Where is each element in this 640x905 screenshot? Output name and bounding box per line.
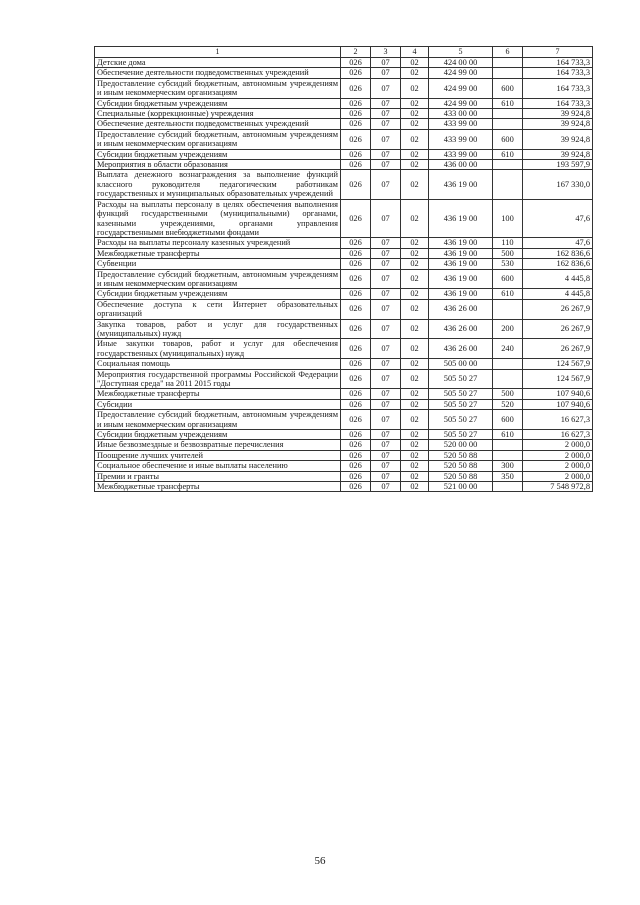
- header-cell: 7: [523, 47, 593, 58]
- code-target-cell: 505 50 27: [429, 410, 493, 430]
- amount-cell: 2 000,0: [523, 461, 593, 471]
- header-cell: 3: [371, 47, 401, 58]
- code-expense-type-cell: [493, 58, 523, 68]
- table-row: [95, 149, 593, 159]
- table-row: [95, 389, 593, 399]
- code-target-cell: 521 00 00: [429, 482, 493, 492]
- code-subsection-cell: 02: [401, 269, 429, 289]
- amount-cell: 2 000,0: [523, 450, 593, 460]
- code-target-cell: 505 50 27: [429, 430, 493, 440]
- row-name-cell: Межбюджетные трансферты: [95, 482, 341, 492]
- row-name-cell: Иные безвозмездные и безвозвратные перечисления: [95, 440, 341, 450]
- code-section-cell: 07: [371, 410, 401, 430]
- row-name-cell: Социальная помощь: [95, 359, 341, 369]
- code-admin-cell: 026: [341, 129, 371, 149]
- code-expense-type-cell: [493, 160, 523, 170]
- table-row: [95, 461, 593, 471]
- table-row: [95, 119, 593, 129]
- code-admin-cell: 026: [341, 149, 371, 159]
- table-row: [95, 289, 593, 299]
- code-section-cell: 07: [371, 78, 401, 98]
- code-admin-cell: 026: [341, 98, 371, 108]
- code-subsection-cell: 02: [401, 160, 429, 170]
- code-subsection-cell: 02: [401, 399, 429, 409]
- code-admin-cell: 026: [341, 299, 371, 319]
- code-section-cell: 07: [371, 160, 401, 170]
- table-row: [95, 450, 593, 460]
- code-section-cell: 07: [371, 319, 401, 339]
- amount-cell: 164 733,3: [523, 78, 593, 98]
- code-section-cell: 07: [371, 440, 401, 450]
- row-name-cell: Субвенции: [95, 259, 341, 269]
- code-target-cell: 424 00 00: [429, 58, 493, 68]
- code-target-cell: 433 99 00: [429, 119, 493, 129]
- code-subsection-cell: 02: [401, 149, 429, 159]
- table-row: [95, 440, 593, 450]
- code-section-cell: 07: [371, 389, 401, 399]
- code-subsection-cell: 02: [401, 199, 429, 238]
- code-subsection-cell: 02: [401, 440, 429, 450]
- code-admin-cell: 026: [341, 170, 371, 199]
- code-admin-cell: 026: [341, 471, 371, 481]
- row-name-cell: Расходы на выплаты персоналу в целях обеспечения выполнения функций государственными (муниципальными) органами, казенными учреждениями, органами управления государственными внебюджетными фондами: [95, 199, 341, 238]
- table-row: [95, 339, 593, 359]
- amount-cell: 39 924,8: [523, 119, 593, 129]
- row-name-cell: Расходы на выплаты персоналу казенных учреждений: [95, 238, 341, 248]
- amount-cell: 124 567,9: [523, 369, 593, 389]
- code-section-cell: 07: [371, 238, 401, 248]
- code-admin-cell: 026: [341, 461, 371, 471]
- code-target-cell: 505 00 00: [429, 359, 493, 369]
- header-cell: 2: [341, 47, 371, 58]
- code-subsection-cell: 02: [401, 119, 429, 129]
- code-admin-cell: 026: [341, 482, 371, 492]
- code-section-cell: 07: [371, 430, 401, 440]
- code-section-cell: 07: [371, 248, 401, 258]
- code-section-cell: 07: [371, 68, 401, 78]
- code-expense-type-cell: [493, 482, 523, 492]
- code-expense-type-cell: [493, 170, 523, 199]
- table-row: [95, 369, 593, 389]
- header-cell: 6: [493, 47, 523, 58]
- code-subsection-cell: 02: [401, 238, 429, 248]
- code-expense-type-cell: [493, 369, 523, 389]
- header-cell: 4: [401, 47, 429, 58]
- amount-cell: 124 567,9: [523, 359, 593, 369]
- code-target-cell: 520 50 88: [429, 450, 493, 460]
- code-section-cell: 07: [371, 369, 401, 389]
- code-expense-type-cell: 600: [493, 269, 523, 289]
- code-target-cell: 424 99 00: [429, 98, 493, 108]
- code-admin-cell: 026: [341, 199, 371, 238]
- code-admin-cell: 026: [341, 359, 371, 369]
- code-target-cell: 520 50 88: [429, 471, 493, 481]
- code-expense-type-cell: 610: [493, 149, 523, 159]
- budget-table: [94, 46, 593, 492]
- code-expense-type-cell: 500: [493, 389, 523, 399]
- code-expense-type-cell: 240: [493, 339, 523, 359]
- amount-cell: 2 000,0: [523, 471, 593, 481]
- code-target-cell: 436 26 00: [429, 319, 493, 339]
- code-section-cell: 07: [371, 119, 401, 129]
- row-name-cell: Обеспечение деятельности подведомственных учреждений: [95, 119, 341, 129]
- code-admin-cell: 026: [341, 58, 371, 68]
- row-name-cell: Поощрение лучших учителей: [95, 450, 341, 460]
- code-admin-cell: 026: [341, 238, 371, 248]
- amount-cell: 164 733,3: [523, 98, 593, 108]
- code-subsection-cell: 02: [401, 248, 429, 258]
- row-name-cell: Субсидии: [95, 399, 341, 409]
- code-expense-type-cell: 110: [493, 238, 523, 248]
- code-subsection-cell: 02: [401, 471, 429, 481]
- code-admin-cell: 026: [341, 369, 371, 389]
- table-row: [95, 129, 593, 149]
- code-subsection-cell: 02: [401, 450, 429, 460]
- row-name-cell: Межбюджетные трансферты: [95, 248, 341, 258]
- header-cell: 5: [429, 47, 493, 58]
- code-target-cell: 433 99 00: [429, 149, 493, 159]
- code-subsection-cell: 02: [401, 129, 429, 149]
- row-name-cell: Премии и гранты: [95, 471, 341, 481]
- row-name-cell: Предоставление субсидий бюджетным, автономным учреждениям и иным некоммерческим организациям: [95, 129, 341, 149]
- code-target-cell: 424 99 00: [429, 68, 493, 78]
- code-section-cell: 07: [371, 129, 401, 149]
- code-section-cell: 07: [371, 109, 401, 119]
- code-admin-cell: 026: [341, 410, 371, 430]
- amount-cell: 162 836,6: [523, 248, 593, 258]
- code-target-cell: 520 00 00: [429, 440, 493, 450]
- amount-cell: 39 924,8: [523, 109, 593, 119]
- table-row: [95, 58, 593, 68]
- code-target-cell: 433 99 00: [429, 129, 493, 149]
- amount-cell: 26 267,9: [523, 339, 593, 359]
- code-expense-type-cell: 500: [493, 248, 523, 258]
- amount-cell: 39 924,8: [523, 129, 593, 149]
- row-name-cell: Обеспечение деятельности подведомственных учреждений: [95, 68, 341, 78]
- code-target-cell: 436 26 00: [429, 339, 493, 359]
- code-subsection-cell: 02: [401, 259, 429, 269]
- row-name-cell: Субсидии бюджетным учреждениям: [95, 430, 341, 440]
- row-name-cell: Субсидии бюджетным учреждениям: [95, 98, 341, 108]
- row-name-cell: Субсидии бюджетным учреждениям: [95, 149, 341, 159]
- code-section-cell: 07: [371, 289, 401, 299]
- code-expense-type-cell: 100: [493, 199, 523, 238]
- amount-cell: 16 627,3: [523, 410, 593, 430]
- row-name-cell: Предоставление субсидий бюджетным, автономным учреждениям и иным некоммерческим организациям: [95, 269, 341, 289]
- code-target-cell: 436 00 00: [429, 160, 493, 170]
- code-expense-type-cell: 600: [493, 78, 523, 98]
- row-name-cell: Мероприятия государственной программы Российской Федерации "Доступная среда" на 2011 2015 годы: [95, 369, 341, 389]
- code-admin-cell: 026: [341, 389, 371, 399]
- row-name-cell: Выплата денежного вознаграждения за выполнение функций классного руководителя педагогическим работникам государственных и муниципальных образовательных учреждений: [95, 170, 341, 199]
- table-row: [95, 430, 593, 440]
- code-expense-type-cell: 200: [493, 319, 523, 339]
- amount-cell: 26 267,9: [523, 299, 593, 319]
- code-target-cell: 436 19 00: [429, 248, 493, 258]
- code-subsection-cell: 02: [401, 78, 429, 98]
- code-subsection-cell: 02: [401, 369, 429, 389]
- page-number: 56: [314, 855, 326, 867]
- table-row: [95, 238, 593, 248]
- code-expense-type-cell: [493, 119, 523, 129]
- code-subsection-cell: 02: [401, 289, 429, 299]
- code-subsection-cell: 02: [401, 299, 429, 319]
- row-name-cell: Детские дома: [95, 58, 341, 68]
- code-admin-cell: 026: [341, 269, 371, 289]
- code-target-cell: 436 19 00: [429, 269, 493, 289]
- amount-cell: 2 000,0: [523, 440, 593, 450]
- code-section-cell: 07: [371, 58, 401, 68]
- code-section-cell: 07: [371, 482, 401, 492]
- code-subsection-cell: 02: [401, 359, 429, 369]
- code-admin-cell: 026: [341, 259, 371, 269]
- code-admin-cell: 026: [341, 339, 371, 359]
- code-section-cell: 07: [371, 399, 401, 409]
- amount-cell: 193 597,9: [523, 160, 593, 170]
- code-section-cell: 07: [371, 450, 401, 460]
- table-row: [95, 319, 593, 339]
- code-admin-cell: 026: [341, 119, 371, 129]
- amount-cell: 7 548 972,8: [523, 482, 593, 492]
- table-row: [95, 68, 593, 78]
- code-target-cell: 436 19 00: [429, 199, 493, 238]
- code-expense-type-cell: [493, 299, 523, 319]
- table-row: [95, 199, 593, 238]
- row-name-cell: Предоставление субсидий бюджетным, автономным учреждениям и иным некоммерческим организациям: [95, 78, 341, 98]
- amount-cell: 164 733,3: [523, 58, 593, 68]
- code-target-cell: 436 26 00: [429, 299, 493, 319]
- code-expense-type-cell: 350: [493, 471, 523, 481]
- row-name-cell: Специальные (коррекционные) учреждения: [95, 109, 341, 119]
- table-row: [95, 299, 593, 319]
- code-subsection-cell: 02: [401, 98, 429, 108]
- code-expense-type-cell: 600: [493, 410, 523, 430]
- code-subsection-cell: 02: [401, 410, 429, 430]
- code-section-cell: 07: [371, 339, 401, 359]
- amount-cell: 47,6: [523, 199, 593, 238]
- amount-cell: 26 267,9: [523, 319, 593, 339]
- code-admin-cell: 026: [341, 109, 371, 119]
- code-section-cell: 07: [371, 461, 401, 471]
- amount-cell: 107 940,6: [523, 389, 593, 399]
- code-subsection-cell: 02: [401, 339, 429, 359]
- code-subsection-cell: 02: [401, 482, 429, 492]
- code-section-cell: 07: [371, 170, 401, 199]
- code-admin-cell: 026: [341, 289, 371, 299]
- table-row: [95, 359, 593, 369]
- code-admin-cell: 026: [341, 160, 371, 170]
- code-expense-type-cell: 610: [493, 98, 523, 108]
- code-target-cell: 424 99 00: [429, 78, 493, 98]
- code-target-cell: 505 50 27: [429, 389, 493, 399]
- table-row: [95, 471, 593, 481]
- code-target-cell: 436 19 00: [429, 238, 493, 248]
- table-row: [95, 482, 593, 492]
- code-subsection-cell: 02: [401, 58, 429, 68]
- code-admin-cell: 026: [341, 68, 371, 78]
- amount-cell: 16 627,3: [523, 430, 593, 440]
- amount-cell: 47,6: [523, 238, 593, 248]
- code-expense-type-cell: 610: [493, 289, 523, 299]
- row-name-cell: Предоставление субсидий бюджетным, автономным учреждениям и иным некоммерческим организациям: [95, 410, 341, 430]
- code-subsection-cell: 02: [401, 109, 429, 119]
- amount-cell: 107 940,6: [523, 399, 593, 409]
- table-row: [95, 259, 593, 269]
- table-row: [95, 109, 593, 119]
- code-admin-cell: 026: [341, 399, 371, 409]
- row-name-cell: Межбюджетные трансферты: [95, 389, 341, 399]
- code-admin-cell: 026: [341, 78, 371, 98]
- amount-cell: 4 445,8: [523, 269, 593, 289]
- code-admin-cell: 026: [341, 430, 371, 440]
- table-row: [95, 269, 593, 289]
- code-admin-cell: 026: [341, 248, 371, 258]
- table-row: [95, 78, 593, 98]
- code-expense-type-cell: 520: [493, 399, 523, 409]
- code-target-cell: 436 19 00: [429, 289, 493, 299]
- code-expense-type-cell: [493, 359, 523, 369]
- code-expense-type-cell: 610: [493, 430, 523, 440]
- code-section-cell: 07: [371, 98, 401, 108]
- code-subsection-cell: 02: [401, 170, 429, 199]
- amount-cell: 162 836,6: [523, 259, 593, 269]
- table-row: [95, 170, 593, 199]
- row-name-cell: Закупка товаров, работ и услуг для государственных (муниципальных) нужд: [95, 319, 341, 339]
- code-target-cell: 505 50 27: [429, 369, 493, 389]
- code-subsection-cell: 02: [401, 389, 429, 399]
- table-row: [95, 399, 593, 409]
- row-name-cell: Социальное обеспечение и иные выплаты населению: [95, 461, 341, 471]
- code-target-cell: 436 19 00: [429, 259, 493, 269]
- code-section-cell: 07: [371, 359, 401, 369]
- code-subsection-cell: 02: [401, 319, 429, 339]
- code-subsection-cell: 02: [401, 68, 429, 78]
- code-subsection-cell: 02: [401, 430, 429, 440]
- code-expense-type-cell: [493, 68, 523, 78]
- code-target-cell: 433 00 00: [429, 109, 493, 119]
- header-cell: 1: [95, 47, 341, 58]
- code-subsection-cell: 02: [401, 461, 429, 471]
- code-expense-type-cell: 300: [493, 461, 523, 471]
- amount-cell: 164 733,3: [523, 68, 593, 78]
- code-section-cell: 07: [371, 149, 401, 159]
- amount-cell: 4 445,8: [523, 289, 593, 299]
- code-target-cell: 505 50 27: [429, 399, 493, 409]
- table-row: [95, 248, 593, 258]
- code-target-cell: 436 19 00: [429, 170, 493, 199]
- code-admin-cell: 026: [341, 319, 371, 339]
- amount-cell: 167 330,0: [523, 170, 593, 199]
- table-row: [95, 410, 593, 430]
- row-name-cell: Обеспечение доступа к сети Интернет образовательных организаций: [95, 299, 341, 319]
- table-row: [95, 160, 593, 170]
- row-name-cell: Мероприятия в области образования: [95, 160, 341, 170]
- code-admin-cell: 026: [341, 450, 371, 460]
- code-section-cell: 07: [371, 199, 401, 238]
- row-name-cell: Иные закупки товаров, работ и услуг для обеспечения государственных (муниципальных) нужд: [95, 339, 341, 359]
- table-row: [95, 98, 593, 108]
- amount-cell: 39 924,8: [523, 149, 593, 159]
- code-section-cell: 07: [371, 471, 401, 481]
- code-section-cell: 07: [371, 259, 401, 269]
- table-header-row: [95, 47, 593, 58]
- code-expense-type-cell: [493, 109, 523, 119]
- code-expense-type-cell: 600: [493, 129, 523, 149]
- row-name-cell: Субсидии бюджетным учреждениям: [95, 289, 341, 299]
- code-admin-cell: 026: [341, 440, 371, 450]
- code-expense-type-cell: 530: [493, 259, 523, 269]
- code-section-cell: 07: [371, 269, 401, 289]
- code-target-cell: 520 50 88: [429, 461, 493, 471]
- code-expense-type-cell: [493, 440, 523, 450]
- code-expense-type-cell: [493, 450, 523, 460]
- code-section-cell: 07: [371, 299, 401, 319]
